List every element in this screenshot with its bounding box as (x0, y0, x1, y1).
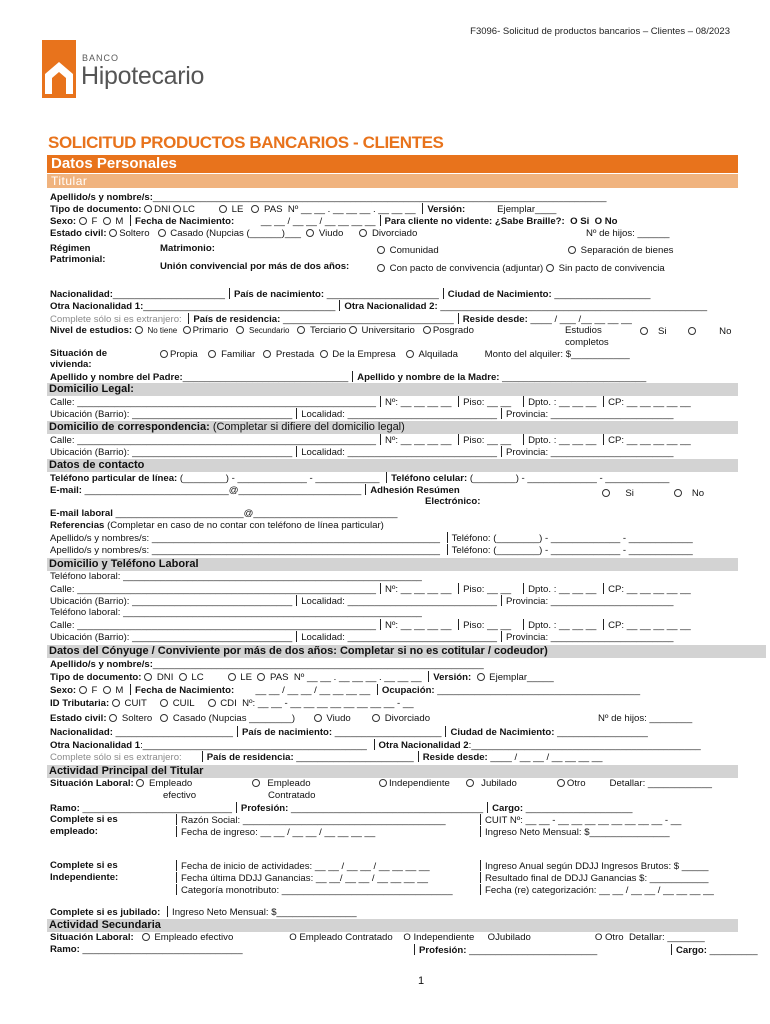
form-line[interactable]: ID Tributaria: CUIT CUIL CDI Nº: __ __ - __ __ __ __ __ __ __ __ - __ (50, 698, 414, 709)
form-line[interactable]: Apellido/s y nombres/s: ______________________________________________________ Teléfono: (________) - _____________ - ____________ (50, 545, 693, 556)
form-line[interactable]: Apellido/s y nombre/s:______________________________________________________________ (50, 659, 484, 670)
form-line[interactable]: Régimen (50, 243, 91, 254)
radio-option-icon[interactable] (379, 779, 387, 787)
form-line[interactable]: Teléfono particular de línea: (________) - _____________ - ____________ Teléfono celular: (________) - _____________ - ____________ (50, 473, 670, 484)
radio-option-icon[interactable] (109, 714, 117, 722)
radio-option-icon[interactable] (252, 779, 260, 787)
radio-option-icon[interactable] (406, 350, 414, 358)
radio-option-icon[interactable] (208, 699, 216, 707)
house-logo-icon (42, 40, 76, 98)
radio-option-icon[interactable] (103, 217, 111, 225)
form-line[interactable]: Ubicación (Barrio): ______________________________ Localidad: ____________________________ Provincia: _______________________ (50, 632, 674, 643)
form-line[interactable]: Electrónico: (425, 496, 481, 507)
form-line[interactable]: Calle: ________________________________________________________ Nº: __ __ __ __ Piso: __ __ Dpto. : __ __ __ CP: __ __ __ __ __ (50, 584, 691, 595)
radio-option-icon[interactable] (674, 489, 682, 497)
form-line[interactable]: Situación Laboral: Empleado (50, 778, 193, 789)
radio-option-icon[interactable] (183, 326, 191, 334)
radio-option-icon[interactable] (142, 933, 150, 941)
radio-option-icon[interactable] (306, 229, 314, 237)
section-domicilio-corr-note: (Completar si difiere del domicilio legal) (212, 421, 405, 433)
form-line[interactable]: Ingreso Neto Mensual: $_______________ (476, 826, 670, 838)
form-line[interactable]: Apellido y nombre del Padre:_______________________________ Apellido y nombre de la Madre: ___________________________ (50, 372, 647, 383)
radio-option-icon[interactable] (135, 326, 143, 334)
form-line[interactable]: Teléfono laboral: ________________________________________________________ (50, 607, 422, 618)
form-line[interactable]: Estudios (565, 325, 602, 336)
radio-option-icon[interactable] (144, 673, 152, 681)
radio-option-icon[interactable] (160, 350, 168, 358)
radio-option-icon[interactable] (160, 699, 168, 707)
radio-option-icon[interactable] (372, 714, 380, 722)
logo-name-text: Hipotecario (81, 62, 205, 90)
form-line[interactable]: Complete sólo si es extranjero: País de residencia: ________________________________ Reside desde: ____ / ___ /__ __ __ __ (50, 314, 632, 325)
form-line[interactable]: Matrimonio: (160, 243, 215, 254)
form-line[interactable]: Con pacto de convivencia (adjuntar) Sin pacto de convivencia (377, 263, 665, 274)
form-line[interactable]: Fecha última DDJJ Ganancias: __ __/ __ __ / __ __ __ __ (172, 872, 428, 884)
form-line[interactable]: Referencias (Completar en caso de no contar con teléfono de línea particular) (50, 520, 384, 531)
form-line[interactable]: Sexo: F M Fecha de Nacimiento: __ __ / __ __ / __ __ __ __ Para cliente no vidente: ¿Sabe Braille?: O Si O No (50, 216, 618, 227)
form-line[interactable]: Otra Nacionalidad 1:__________________________________________ Otra Nacionalidad 2:___________________________________________ (50, 740, 701, 751)
radio-option-icon[interactable] (228, 673, 236, 681)
form-line[interactable]: Situación de (50, 348, 108, 359)
form-line[interactable]: Separación de bienes (568, 245, 673, 256)
form-line[interactable]: Razón Social: ______________________________________ (172, 814, 446, 826)
radio-option-icon[interactable] (546, 264, 554, 272)
form-line[interactable]: CUIT Nº: __ __ - __ __ __ __ __ __ __ __ - __ (476, 814, 681, 826)
radio-option-icon[interactable] (144, 205, 152, 213)
form-line[interactable]: E-mail: ___________________________@_______________________ Adhesión Resúmen (50, 485, 460, 496)
page-title: SOLICITUD PRODUCTOS BANCARIOS - CLIENTES (48, 133, 444, 152)
form-line[interactable]: Calle: ________________________________________________________ Nº: __ __ __ __ Piso: __ __ Dpto. : __ __ __ CP: __ __ __ __ __ (50, 620, 691, 631)
form-line[interactable]: Complete si es (50, 814, 118, 825)
form-line[interactable]: vivienda: (50, 359, 92, 370)
radio-option-icon[interactable] (263, 350, 271, 358)
radio-option-icon[interactable] (377, 246, 385, 254)
radio-option-icon[interactable] (173, 205, 181, 213)
form-line[interactable]: Cargo: _________ (667, 944, 758, 956)
radio-option-icon[interactable] (251, 205, 259, 213)
form-line[interactable]: Nivel de estudios: No tiene Primario Secundario Terciario Universitario Posgrado (50, 325, 474, 336)
logo-banco-text: BANCO (82, 53, 120, 63)
form-line[interactable]: Ingreso Anual según DDJJ Ingresos Brutos: $ _____ (476, 860, 708, 872)
section-actividad-secundaria: Actividad Secundaria (47, 919, 738, 932)
section-actividad-principal: Actividad Principal del Titular (47, 765, 738, 778)
radio-option-icon[interactable] (377, 264, 385, 272)
section-titular: Titular (47, 174, 738, 188)
form-line[interactable]: Otra Nacionalidad 1:____________________________________ Otra Nacionalidad 2: __________________________________________________ (50, 301, 708, 312)
radio-option-icon[interactable] (79, 217, 87, 225)
radio-option-icon[interactable] (297, 326, 305, 334)
form-line[interactable]: Estado civil: Soltero Casado (Nupcias ________) Viudo Divorciado (50, 713, 431, 724)
form-line[interactable]: Empleado (252, 778, 311, 789)
radio-option-icon[interactable] (236, 326, 244, 334)
form-code: F3096- Solicitud de productos bancarios – Clientes – 08/2023 (470, 26, 730, 37)
radio-option-icon[interactable] (466, 779, 474, 787)
form-line[interactable]: Fecha de ingreso: __ __ / __ __ / __ __ __ __ (172, 826, 375, 838)
form-line[interactable]: Complete sólo si es extranjero: País de residencia: ______________________ Reside desde: ____ / __ __ / __ __ __ __ (50, 752, 603, 763)
section-datos-personales: Datos Personales (47, 155, 738, 173)
form-line[interactable]: Categoría monotributo: ________________________________ (172, 884, 453, 896)
form-line[interactable]: Calle: ________________________________________________________ Nº: __ __ __ __ Piso: __ __ Dpto. : __ __ __ CP: __ __ __ __ __ (50, 435, 691, 446)
form-line[interactable]: Unión convivencial por más de dos años: (160, 261, 350, 272)
form-line[interactable]: Nº de hijos: ________ (598, 713, 693, 724)
form-line[interactable]: Estado civil: Soltero Casado (Nupcias (______)___ Viudo Divorciado (50, 228, 418, 239)
bank-logo (42, 40, 242, 100)
form-line[interactable]: Nacionalidad:_____________________ País de nacimiento: _____________________ Ciudad de Nacimiento: __________________ (50, 289, 651, 300)
form-line[interactable]: Teléfono laboral: ________________________________________________________ (50, 571, 422, 582)
form-line[interactable]: Apellido/s y nombre/s:_____________________________________________________________________________________ (50, 192, 607, 203)
form-line[interactable]: Complete si es (50, 860, 118, 871)
radio-option-icon[interactable] (103, 686, 111, 694)
form-line[interactable]: Calle: ________________________________________________________ Nº: __ __ __ __ Piso: __ __ Dpto. : __ __ __ CP: __ __ __ __ __ (50, 397, 691, 408)
radio-option-icon[interactable] (568, 246, 576, 254)
radio-option-icon[interactable] (314, 714, 322, 722)
form-line[interactable]: Tipo de documento: DNI LC LE PAS Nº __ __ . __ __ __ . __ __ __ Versión: Ejemplar____ (50, 204, 557, 215)
form-line[interactable]: Independiente Jubilado Otro Detallar: ____________ (379, 778, 712, 789)
radio-option-icon[interactable] (640, 327, 648, 335)
form-line[interactable]: Contratado (268, 790, 316, 801)
radio-option-icon[interactable] (109, 229, 117, 237)
form-line[interactable]: Comunidad (377, 245, 439, 256)
form-line[interactable]: Apellido/s y nombres/s: ______________________________________________________ Teléfono: (________) - _____________ - ____________ (50, 533, 693, 544)
form-line[interactable]: empleado: (50, 826, 98, 837)
form-line[interactable]: Propia Familiar Prestada De la Empresa Alquilada Monto del alquiler: $___________ (160, 349, 630, 360)
form-line[interactable]: Ubicación (Barrio): ______________________________ Localidad: ____________________________ Provincia: _______________________ (50, 447, 674, 458)
radio-option-icon[interactable] (257, 673, 265, 681)
form-line[interactable]: Fecha (re) categorización: __ __ / __ __ / __ __ __ __ (476, 884, 714, 896)
form-line[interactable]: completos (565, 337, 609, 348)
form-line[interactable]: Nº de hijos: ______ (586, 228, 670, 239)
page-number: 1 (418, 975, 425, 987)
radio-option-icon[interactable] (79, 686, 87, 694)
radio-option-icon[interactable] (557, 779, 565, 787)
form-line[interactable]: Resultado final de DDJJ Ganancias $: ___________ (476, 872, 708, 884)
form-line[interactable]: Sexo: F M Fecha de Nacimiento: __ __ / __ __ / __ __ __ __ Ocupación: ______________________________________ (50, 685, 641, 696)
radio-option-icon[interactable] (602, 489, 610, 497)
radio-option-icon[interactable] (477, 673, 485, 681)
form-line[interactable]: Ubicación (Barrio): ______________________________ Localidad: ____________________________ Provincia: _______________________ (50, 596, 674, 607)
section-domicilio-corr-title: Domicilio de correspondencia: (49, 421, 210, 433)
form-line[interactable]: Patrimonial: (50, 254, 106, 265)
form-line[interactable]: Ramo: ____________________________ Profesión: ____________________________________ Cargo: ____________________ (50, 803, 633, 814)
radio-option-icon[interactable] (688, 327, 696, 335)
form-line[interactable]: Fecha de inicio de actividades: __ __ / __ __ / __ __ __ __ (172, 860, 430, 872)
form-line[interactable]: Si No (602, 488, 704, 499)
section-datos-contacto: Datos de contacto (47, 459, 738, 472)
form-line[interactable]: Ubicación (Barrio): ______________________________ Localidad: ____________________________ Provincia: _______________________ (50, 409, 674, 420)
radio-option-icon[interactable] (423, 326, 431, 334)
radio-option-icon[interactable] (179, 673, 187, 681)
radio-option-icon[interactable] (349, 326, 357, 334)
section-domicilio-legal: Domicilio Legal: (47, 383, 738, 396)
form-line[interactable]: Situación Laboral: Empleado efectivo O Empleado Contratado O Independiente OJubilado O Otro Detallar: _______ (50, 932, 705, 943)
radio-option-icon[interactable] (208, 350, 216, 358)
form-line[interactable]: Complete si es jubilado: Ingreso Neto Mensual: $_______________ (50, 907, 357, 918)
radio-option-icon[interactable] (320, 350, 328, 358)
radio-option-icon[interactable] (219, 205, 227, 213)
form-line[interactable]: E-mail laboral ________________________@___________________________ (50, 508, 398, 519)
form-line[interactable]: Ramo: ______________________________ (50, 944, 243, 955)
radio-option-icon[interactable] (359, 229, 367, 237)
section-domicilio-laboral: Domicilio y Teléfono Laboral (47, 558, 738, 571)
form-line[interactable]: efectivo (163, 790, 197, 801)
radio-option-icon[interactable] (158, 229, 166, 237)
radio-option-icon[interactable] (136, 779, 144, 787)
form-line[interactable]: Independiente: (50, 872, 119, 883)
radio-option-icon[interactable] (112, 699, 120, 707)
section-conyuge: Datos del Cónyuge / Conviviente por más de dos años: Completar si no es cotitular / codeudor) (47, 645, 766, 658)
form-line[interactable]: Profesión: ________________________ (410, 944, 597, 956)
form-line[interactable]: Nacionalidad: ______________________ País de nacimiento: ____________________ Ciudad de Nacimiento: _________________ (50, 727, 648, 738)
section-domicilio-correspondencia (47, 421, 738, 434)
form-line[interactable]: Si No (640, 326, 731, 337)
radio-option-icon[interactable] (160, 714, 168, 722)
form-line[interactable]: Tipo de documento: DNI LC LE PAS Nº __ __ . __ __ __ . __ __ __ Versión: Ejemplar_____ (50, 672, 554, 683)
